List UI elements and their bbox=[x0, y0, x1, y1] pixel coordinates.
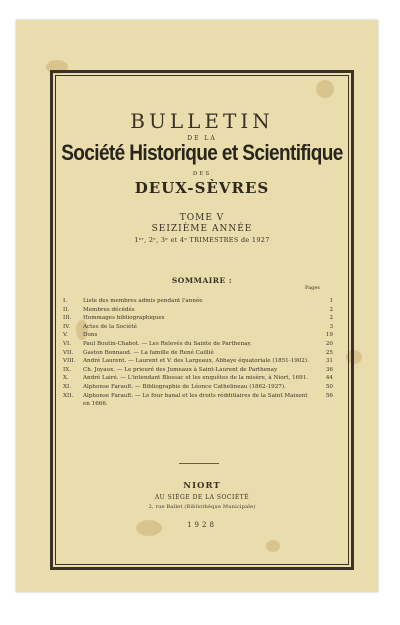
toc-entry bbox=[63, 297, 333, 306]
toc-entry bbox=[63, 366, 333, 375]
title-des: DES bbox=[192, 171, 212, 177]
toc-entry-num: II. bbox=[63, 306, 70, 313]
toc-entry-page: 25 bbox=[325, 349, 333, 356]
title-bulletin: BULLETIN bbox=[130, 109, 274, 133]
toc-entry-num: X. bbox=[63, 375, 69, 382]
publication-year: 1928 bbox=[187, 521, 217, 529]
year-label: SEIZIÈME ANNÉE bbox=[151, 224, 253, 234]
toc-entry-page: 2 bbox=[329, 306, 333, 313]
watermark-logo: Le-livre.fr bbox=[4, 2, 57, 14]
toc-entry-num: VII. bbox=[63, 349, 74, 356]
title-de-la: DE LA bbox=[187, 135, 217, 142]
toc-entry-page: 36 bbox=[325, 366, 333, 373]
tome-label: TOME V bbox=[179, 213, 225, 223]
toc-entry-page: 19 bbox=[325, 332, 333, 339]
toc-entry-text: Dons bbox=[83, 332, 98, 339]
toc-entry-num: XI. bbox=[63, 383, 71, 390]
toc-entry-text: André Laurent. — Laurent et V. des Largeaux, Abbaye équatoriale (1851-1902). bbox=[83, 358, 309, 365]
toc-entry bbox=[63, 357, 333, 366]
summary-heading: SOMMAIRE : bbox=[171, 276, 233, 285]
toc-entry-page: 56 bbox=[325, 392, 333, 399]
toc-entry-page: 3 bbox=[329, 323, 333, 330]
toc-entry-page: 50 bbox=[325, 383, 333, 390]
toc-entry bbox=[63, 340, 333, 349]
toc-entry-text: Actes de la Société bbox=[83, 323, 137, 330]
toc-entry bbox=[63, 349, 333, 358]
title-region: DEUX-SÈVRES bbox=[134, 179, 270, 197]
toc-entry bbox=[63, 323, 333, 332]
toc-entry-text: Ch. Joyaux. — Le prieuré des Jumeaux à Saint-Laurent de Parthenay bbox=[83, 366, 278, 373]
toc-entry-text: André Lairé. — L'intendant Blossac et les enquêtes de la misère, à Niort, 1691. bbox=[83, 375, 309, 382]
toc-entry bbox=[63, 383, 333, 392]
toc-entry-page: 2 bbox=[329, 315, 333, 322]
toc-entry-text: Gaston Bonnaud. — La famille de René Caillié bbox=[83, 349, 214, 356]
toc-entry bbox=[63, 392, 333, 409]
toc-entry-text: Hommages bibliographiques bbox=[83, 315, 165, 322]
toc-entry-text: Paul Boutin-Chabot. — Les Relevés du Sainte de Parthenay. bbox=[83, 340, 252, 347]
toc-entry-num: IV. bbox=[63, 323, 71, 330]
toc-entry bbox=[63, 314, 333, 323]
cover-frame bbox=[50, 70, 354, 570]
publisher-address: 2, rue Ballet (Bibliothèque Municipale) bbox=[148, 504, 256, 510]
toc-entry-num: IX. bbox=[63, 366, 71, 373]
book-cover bbox=[16, 20, 378, 592]
toc-entry-num: III. bbox=[63, 315, 72, 322]
toc-entry-page: 20 bbox=[325, 340, 333, 347]
title-society: Société Historique et Scientifique bbox=[61, 141, 343, 166]
pages-column-label: Pages bbox=[305, 285, 320, 291]
toc-entry-num: VI. bbox=[63, 340, 72, 347]
quarters-label: 1ᵉʳ, 2ᵉ, 3ᵉ et 4ᵉ TRIMESTRES de 1927 bbox=[134, 236, 270, 244]
toc-entry-page: 44 bbox=[325, 375, 333, 382]
toc-entry-text: Alphonse Farault. — Bibliographie de Léonce Cathelineau (1862-1927). bbox=[83, 383, 286, 390]
toc-entry-num: I. bbox=[63, 298, 67, 304]
divider bbox=[179, 463, 219, 464]
publisher-seat: AU SIÈGE DE LA SOCIÉTÉ bbox=[154, 494, 250, 501]
toc-entry-num: V. bbox=[63, 332, 68, 339]
toc-entry bbox=[63, 374, 333, 383]
table-of-contents bbox=[63, 297, 333, 409]
toc-entry bbox=[63, 331, 333, 340]
toc-entry-page: 1 bbox=[329, 298, 333, 304]
toc-entry-text: Membres décédés bbox=[83, 306, 135, 313]
toc-entry-num: VIII. bbox=[63, 358, 76, 365]
toc-entry bbox=[63, 306, 333, 315]
toc-entry-text: Alphonse Farault. — Le four banal et les droits rédditiaires de la Saint Maixent en 1666. bbox=[83, 392, 308, 408]
toc-entry-page: 31 bbox=[325, 358, 333, 365]
publisher-city: NIORT bbox=[183, 481, 221, 491]
toc-entry-text: Liste des membres admis pendant l'année bbox=[83, 298, 203, 304]
toc-entry-num: XII. bbox=[63, 392, 74, 399]
